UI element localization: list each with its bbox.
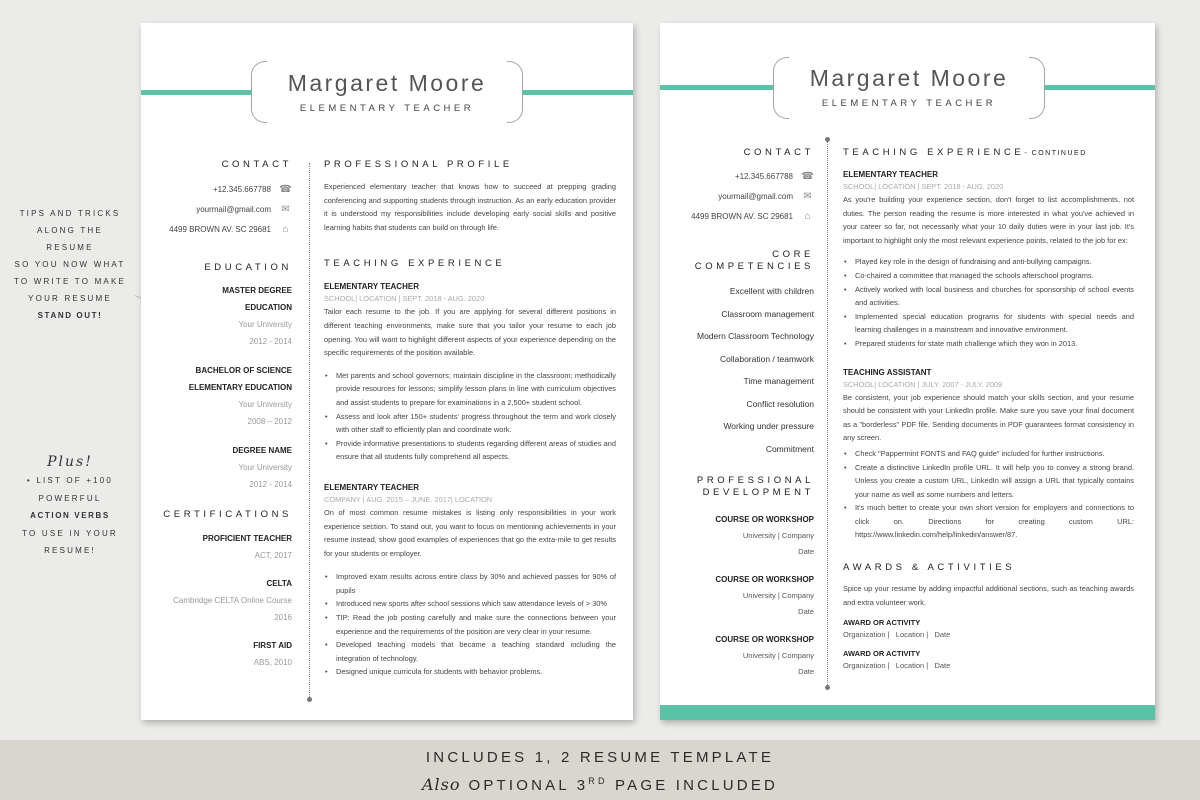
certification-detail: ABS, 2010: [253, 658, 292, 667]
contact-title: CONTACT: [743, 147, 814, 158]
bracket-right: [507, 61, 523, 123]
address-text: 4499 BROWN AV. SC 29681: [169, 225, 271, 234]
course-date: Date: [798, 606, 814, 616]
degree-name: MASTER DEGREE: [222, 286, 292, 295]
plus-script: Plus!: [47, 454, 93, 470]
mail-icon: ✉: [803, 191, 812, 202]
bullet-item: • Check "Pappermint FONTS and FAQ guide" included for further instructions.: [843, 447, 1134, 461]
divider-dot-top: [825, 137, 830, 142]
awards-title: AWARDS & ACTIVITIES: [843, 562, 1016, 574]
right-column: [843, 147, 1134, 673]
plus-emphasis: ACTION VERBS: [30, 511, 110, 520]
certification-name: PROFICIENT TEACHER: [202, 534, 292, 543]
tips-emphasis: STAND OUT!: [37, 311, 103, 320]
tips-line: ALONG THE: [37, 226, 103, 235]
experience-title-text: TEACHING EXPERIENCE: [843, 147, 1025, 158]
job-meta: SCHOOL| LOCATION | SEPT. 2018 - AUG. 2020: [324, 294, 485, 304]
job-entry: [843, 170, 1134, 351]
promo-footer: [0, 740, 1200, 800]
bullet-item: • Create a distinctive LinkedIn profile URL. It will help you to convey a strong brand. Unless you create a custom URL, LinkedIn will assign a URL that typically contains your name as well as some numbers and letters.: [843, 461, 1134, 502]
bullet-item: • Actively worked with local business and churches for sponsorship of school events and activities.: [843, 283, 1134, 310]
development-entry: [670, 511, 814, 559]
degree-name: DEGREE NAME: [232, 446, 292, 455]
job-meta: COMPANY | AUG. 2015 – JUNE. 2017| LOCATION: [324, 494, 493, 504]
course-org: University | Company: [742, 591, 814, 600]
bracket-left: [251, 61, 267, 123]
degree-name: BACHELOR OF SCIENCE: [195, 366, 292, 375]
certifications-title: CERTIFICATIONS: [163, 509, 292, 520]
job-entry: [324, 483, 616, 679]
phone-row: [670, 167, 814, 187]
profile-title: PROFESSIONAL PROFILE: [324, 159, 513, 170]
plus-note: [0, 452, 140, 560]
school-name: Your University: [238, 320, 292, 329]
education-entry: [151, 442, 292, 493]
tips-line: SO YOU NOW WHAT: [14, 260, 126, 269]
candidate-name: Margaret Moore: [809, 65, 1009, 91]
candidate-role: ELEMENTARY TEACHER: [821, 98, 997, 109]
competency-item: Working under pressure: [723, 421, 814, 431]
tips-line: TO WRITE TO MAKE: [13, 277, 127, 286]
plus-line: TO USE IN YOUR: [22, 528, 118, 538]
certification-detail: ACT, 2017: [254, 551, 292, 560]
certification-entry: [151, 575, 292, 626]
certification-entry: [151, 637, 292, 671]
phone-icon: ☎: [279, 184, 292, 195]
job-title: ELEMENTARY TEACHER: [324, 482, 419, 492]
email-row: [151, 200, 292, 220]
email-text: yourmail@gmail.com: [196, 205, 271, 214]
footer-line-1: INCLUDES 1, 2 RESUME TEMPLATE: [425, 749, 775, 766]
divider-line: [827, 141, 828, 687]
left-column: [670, 147, 814, 679]
award-detail: Organization | Location | Date: [843, 660, 951, 670]
course-org: University | Company: [742, 531, 814, 540]
job-bullets: [324, 570, 616, 679]
awards-intro: Spice up your resume by adding impactful additional sections, such as teaching awards and extra volunteer work.: [843, 584, 1134, 607]
bullet-item: • Met parents and school governors; maintain discipline in the classroom; methodically provide resources for lessons; simplify lesson plans in line with curriculum objectives and assist students to prepare for examinations in a 2,500+ student school.: [324, 369, 616, 410]
plus-line: RESUME!: [44, 546, 96, 555]
job-title: ELEMENTARY TEACHER: [324, 282, 419, 292]
continued-label: - CONTINUED: [1024, 150, 1087, 157]
job-title: ELEMENTARY TEACHER: [843, 170, 938, 179]
resume-page-2: [660, 23, 1155, 720]
job-bullets: [843, 447, 1134, 542]
education-entry: [151, 282, 292, 350]
name-badge: [251, 61, 523, 123]
bullet-item: • Improved exam results across entire class by 30% and achieved passes for 90% of pupils: [324, 570, 616, 597]
candidate-name: Margaret Moore: [287, 70, 487, 96]
education-entry: [151, 362, 292, 430]
bullet-item: • Prepared students for state math challenge which they won in 2013.: [843, 337, 1134, 351]
left-column: [151, 159, 292, 671]
address-text: 4499 BROWN AV. SC 29681: [691, 212, 793, 221]
development-entry: [670, 571, 814, 619]
tips-note: [0, 205, 140, 324]
certification-year: 2016: [274, 613, 292, 622]
divider-line: [309, 163, 310, 699]
divider-dot: [307, 697, 312, 702]
competency-item: Modern Classroom Technology: [696, 331, 814, 341]
development-entry: [670, 631, 814, 679]
school-years: 2012 - 2014: [249, 337, 292, 346]
course-org: University | Company: [742, 651, 814, 660]
bullet-item: • Played key role in the design of fundraising and anti-bullying campaigns.: [843, 255, 1134, 269]
tips-line: TIPS AND TRICKS: [19, 209, 121, 218]
competency-item: Commitment: [765, 443, 814, 454]
bullet-item: • Developed teaching models that became a teaching standard including the integration of technology.: [324, 638, 616, 665]
job-bullets: [324, 369, 616, 464]
job-meta: SCHOOL| LOCATION | SEPT. 2018 - AUG. 2020: [843, 182, 1004, 191]
footer-accent-bar: [660, 705, 1155, 720]
footer-text-b: PAGE INCLUDED: [607, 777, 779, 794]
competency-item: Classroom management: [721, 308, 814, 319]
award-entry: [843, 618, 1134, 643]
course-date: Date: [798, 546, 814, 556]
competency-item: Time management: [743, 376, 814, 386]
bullet-item: • Co-chaired a committee that managed the schools afterschool programs.: [843, 269, 1134, 283]
course-name: COURSE OR WORKSHOP: [715, 635, 814, 644]
course-name: COURSE OR WORKSHOP: [715, 575, 814, 584]
certification-detail: Cambridge CELTA Online Course: [173, 596, 292, 605]
job-description: On of most common resume mistakes is listing only responsibilities in your work experience section. To stand out, you want to focus on mentioning achievements in your resume instead, show good examples of experiences that go the extra-mile to get results for your students or employer.: [324, 507, 616, 558]
competency-item: Collaboration / teamwork: [719, 353, 814, 364]
course-date: Date: [798, 666, 814, 676]
job-entry: [843, 368, 1134, 543]
award-detail: Organization | Location | Date: [843, 630, 951, 640]
footer-text-a: OPTIONAL 3: [468, 777, 589, 794]
phone-row: [151, 180, 292, 200]
phone-icon: ☎: [801, 171, 814, 182]
award-name: AWARD OR ACTIVITY: [843, 618, 921, 628]
certification-name: CELTA: [266, 579, 292, 588]
footer-line-2: [0, 775, 1200, 795]
experience-title: TEACHING EXPERIENCE: [324, 258, 506, 270]
school-years: 2008 – 2012: [247, 417, 292, 426]
degree-name: EDUCATION: [245, 303, 292, 312]
job-bullets: [843, 255, 1134, 350]
competency-item: Excellent with children: [729, 286, 814, 296]
job-description: Tailor each resume to the job. If you are applying for several different positions in different teaching environments, make sure that you tailor your resume to each job opening. You will want to highlight different aspects of your experience depending on the specific requirements of the position available.: [324, 307, 616, 358]
job-meta: SCHOOL| LOCATION | JULY. 2007 - JULY. 2009: [843, 379, 1003, 389]
mail-icon: ✉: [281, 204, 290, 215]
award-name: AWARD OR ACTIVITY: [843, 648, 921, 658]
email-row: [670, 187, 814, 207]
experience-title: [843, 147, 1134, 158]
bullet-item: • Provide informative presentations to students regarding different areas of studies and ensure that all students fully comprehend all aspects.: [324, 437, 616, 464]
bullet-item: • Assess and look after 150+ students' progress throughout the term and work closely with other staff to efficiently plan and coordinate work.: [324, 410, 616, 437]
email-text: yourmail@gmail.com: [718, 192, 793, 201]
education-title: EDUCATION: [204, 262, 292, 273]
tips-line: YOUR RESUME: [28, 294, 112, 303]
home-icon: ⌂: [282, 224, 289, 235]
job-description: Be consistent, your job experience should match your skills section, and your resume should be consistent with your LinkedIn profile. Make sure you save your final document as a "borderless" PDF file. Sending documents in PDF guarantees format consistency in any screen.: [843, 392, 1134, 443]
school-years: 2012 - 2014: [249, 480, 292, 489]
candidate-role: ELEMENTARY TEACHER: [299, 103, 475, 114]
bullet-item: • Designed unique curricula for students with behavior problems.: [324, 665, 616, 679]
footer-sup: RD: [588, 776, 608, 786]
resume-page-1: [141, 23, 633, 720]
name-badge: [773, 57, 1045, 119]
profile-text: Experienced elementary teacher that knows how to succeed at prepping grading conferencing and supporting students through instruction. As an early education provider it is understood my responsibilities include developing early social skills and positive learning habits that students can build on through life.: [324, 182, 616, 232]
bullet-item: • Introduced new sports after school sessions which saw attendance levels of > 30%: [324, 597, 616, 611]
certification-entry: [151, 530, 292, 564]
plus-line: • LIST OF +100: [26, 476, 114, 485]
phone-text: +12.345.667788: [212, 185, 271, 194]
bracket-left: [773, 57, 789, 119]
course-name: COURSE OR WORKSHOP: [715, 515, 814, 524]
job-entry: [324, 282, 616, 464]
footer-script: Also: [421, 775, 461, 794]
competencies-title: COMPETENCIES: [694, 261, 814, 272]
bullet-item: • Implemented special education programs for students with special needs and learning challenges in a mainstream and innovative environment.: [843, 310, 1134, 337]
school-name: Your University: [238, 463, 292, 472]
bullet-item: • TIP: Read the job posting carefully and make sure the connections between your experience and the requirements of the position are very clear in your resume.: [324, 611, 616, 638]
competencies-list: [670, 280, 814, 460]
contact-title: CONTACT: [221, 159, 292, 170]
phone-text: +12.345.667788: [734, 172, 793, 181]
address-row: [151, 220, 292, 240]
development-title: PROFESSIONAL: [696, 475, 814, 486]
competencies-title: CORE: [772, 249, 814, 260]
certification-name: FIRST AID: [253, 641, 292, 650]
right-column: [324, 159, 616, 679]
job-title: TEACHING ASSISTANT: [843, 367, 932, 377]
bullet-item: • It's much better to create your own short version for employers and connections to click on. Directions for creating custom URL: https://www.linkedin.com/help/linkedin/answer/87.: [843, 501, 1134, 542]
job-description: As you're building your experience section, don't forget to list accomplishments, not duties. The person reading the resume is more interested in what you've achieved in your career so far, not necessarily what your 10 daily duties were in your last job. It's important to highlight only the most relevant experience points, related to the job for ex:: [843, 195, 1134, 245]
degree-name: ELEMENTARY EDUCATION: [188, 383, 292, 392]
award-entry: [843, 649, 1134, 674]
school-name: Your University: [238, 400, 292, 409]
plus-line: POWERFUL: [38, 493, 102, 503]
tips-line: RESUME: [46, 243, 94, 252]
bracket-right: [1029, 57, 1045, 119]
development-title: DEVELOPMENT: [702, 487, 814, 498]
competency-item: Conflict resolution: [746, 398, 814, 409]
home-icon: ⌂: [804, 211, 811, 222]
divider-dot: [825, 685, 830, 690]
address-row: [670, 207, 814, 227]
